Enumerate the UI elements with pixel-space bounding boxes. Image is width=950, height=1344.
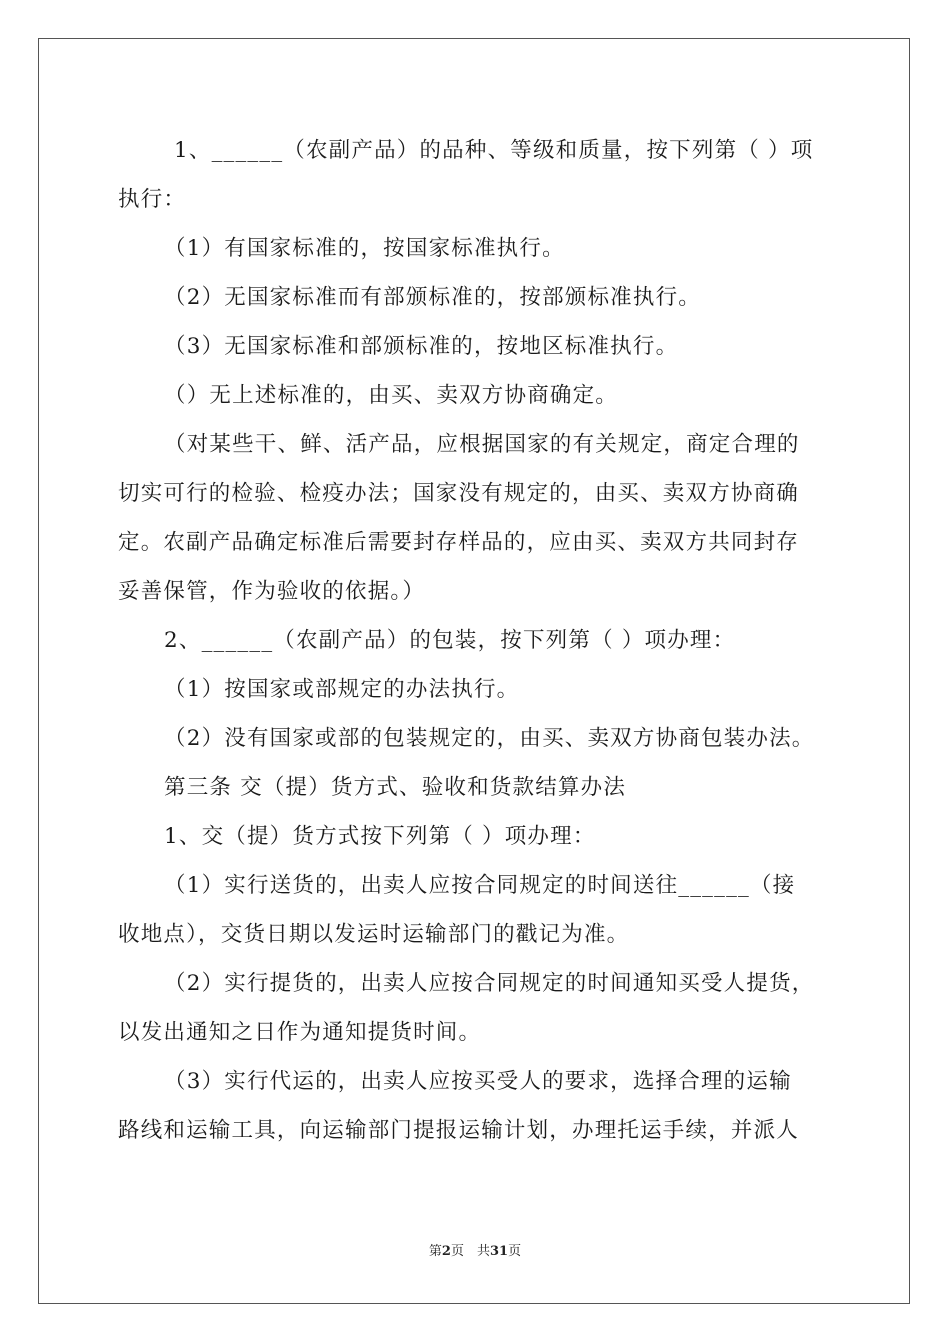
article-3-item-3: （3）实行代运的，出卖人应按买受人的要求，选择合理的运输 [164,1069,792,1094]
clause-1-note: （对某些干、鲜、活产品，应根据国家的有关规定，商定合理的 [164,432,800,457]
footer-page-mid: 页 共 [450,1244,490,1259]
clause-2-heading: 2、______（农副产品）的包装，按下列第（ ）项办理： [164,628,736,653]
footer-page-number: 2 [441,1244,451,1259]
clause-1-item-4: （）无上述标准的，由买、卖双方协商确定。 [164,383,619,408]
clause-1-heading-cont: 执行： [118,187,187,212]
article-3-item-1-cont: 收地点），交货日期以发运时运输部门的戳记为准。 [118,922,630,947]
footer-total-pages: 31 [489,1244,509,1259]
article-3-item-1: （1）实行送货的，出卖人应按合同规定的时间送往______（接 [164,873,796,898]
clause-1-heading: 1、______（农副产品）的品种、等级和质量，按下列第（ ）项 [174,138,814,163]
clause-1-note-cont: 切实可行的检验、检疫办法；国家没有规定的，由买、卖双方协商确 [118,481,800,506]
article-3-item-2-cont: 以发出通知之日作为通知提货时间。 [118,1020,482,1045]
article-3-title: 第三条 交（提）货方式、验收和货款结算办法 [164,775,627,800]
clause-1-note-cont: 定。农副产品确定标准后需要封存样品的，应由买、卖双方共同封存 [118,530,800,555]
clause-1-item-3: （3）无国家标准和部颁标准的，按地区标准执行。 [164,334,679,359]
footer-page-suffix: 页 [508,1244,522,1259]
clause-2-item-2: （2）没有国家或部的包装规定的，由买、卖双方协商包装办法。 [164,726,815,751]
clause-1-item-1: （1）有国家标准的，按国家标准执行。 [164,236,565,261]
clause-1-item-2: （2）无国家标准而有部颁标准的，按部颁标准执行。 [164,285,701,310]
clause-1-note-cont: 妥善保管，作为验收的依据。） [118,579,426,604]
article-3-item-3-cont: 路线和运输工具，向运输部门提报运输计划，办理托运手续，并派人 [118,1118,800,1143]
article-3-item-2: （2）实行提货的，出卖人应按合同规定的时间通知买受人提货， [164,971,815,996]
footer-page-prefix: 第 [428,1244,442,1259]
document-body [118,126,832,1155]
article-3-clause-1: 1、交（提）货方式按下列第（ ）项办理： [164,824,596,849]
page-footer [0,1240,950,1259]
clause-2-item-1: （1）按国家或部规定的办法执行。 [164,677,520,702]
